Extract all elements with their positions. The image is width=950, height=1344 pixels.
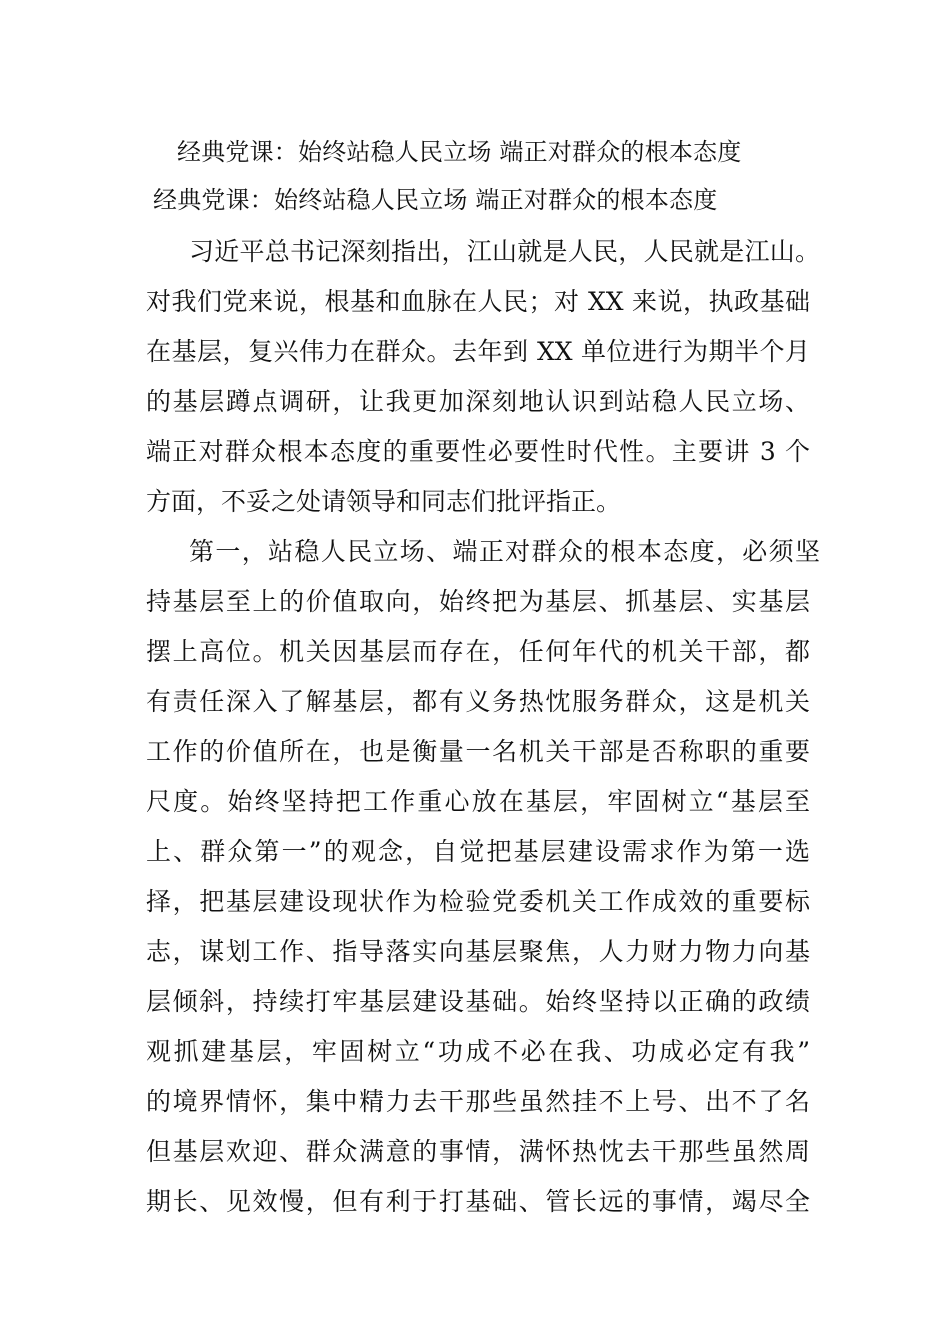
paragraph-2-line-10: 层倾斜，持续打牢基层建设基础。始终坚持以正确的政绩 [146, 987, 810, 1016]
paragraph-2-line-5: 工作的价值所在，也是衡量一名机关干部是否称职的重要 [146, 737, 810, 766]
paragraph-2-line-4: 有责任深入了解基层，都有义务热忱服务群众，这是机关 [146, 687, 810, 716]
paragraph-1-line-3: 在基层，复兴伟力在群众。去年到 XX 单位进行为期半个月 [146, 337, 810, 366]
paragraph-1-line-6: 方面，不妥之处请领导和同志们批评指正。 [146, 487, 622, 516]
paragraph-2-line-7: 上、群众第一”的观念，自觉把基层建设需求作为第一选 [146, 837, 810, 866]
paragraph-2-line-1: 第一，站稳人民立场、端正对群众的根本态度，必须坚 [189, 537, 820, 566]
paragraph-2-line-11: 观抓建基层，牢固树立“功成不必在我、功成必定有我” [146, 1037, 810, 1066]
paragraph-2-line-6: 尺度。始终坚持把工作重心放在基层，牢固树立“基层至 [146, 787, 810, 816]
paragraph-1-line-4: 的基层蹲点调研，让我更加深刻地认识到站稳人民立场、 [146, 387, 810, 416]
paragraph-2-line-3: 摆上高位。机关因基层而存在，任何年代的机关干部，都 [146, 637, 810, 666]
paragraph-2-line-8: 择，把基层建设现状作为检验党委机关工作成效的重要标 [146, 887, 810, 916]
paragraph-2-line-9: 志，谋划工作、指导落实向基层聚焦，人力财力物力向基 [146, 937, 810, 966]
paragraph-2-line-13: 但基层欢迎、群众满意的事情，满怀热忱去干那些虽然周 [146, 1137, 810, 1166]
paragraph-1-line-1: 习近平总书记深刻指出，江山就是人民，人民就是江山。 [189, 237, 820, 266]
paragraph-2-line-14: 期长、见效慢，但有利于打基础、管长远的事情，竭尽全 [146, 1187, 810, 1216]
paragraph-1-line-5: 端正对群众根本态度的重要性必要性时代性。主要讲 3 个 [146, 437, 810, 466]
document-title: 经典党课：始终站稳人民立场 端正对群众的根本态度 [177, 138, 742, 166]
paragraph-2-line-12: 的境界情怀，集中精力去干那些虽然挂不上号、出不了名 [146, 1087, 810, 1116]
paragraph-2-line-2: 持基层至上的价值取向，始终把为基层、抓基层、实基层 [146, 587, 810, 616]
paragraph-1-line-2: 对我们党来说，根基和血脉在人民；对 XX 来说，执政基础 [146, 287, 810, 316]
document-title-repeat: 经典党课：始终站稳人民立场 端正对群众的根本态度 [153, 186, 718, 214]
